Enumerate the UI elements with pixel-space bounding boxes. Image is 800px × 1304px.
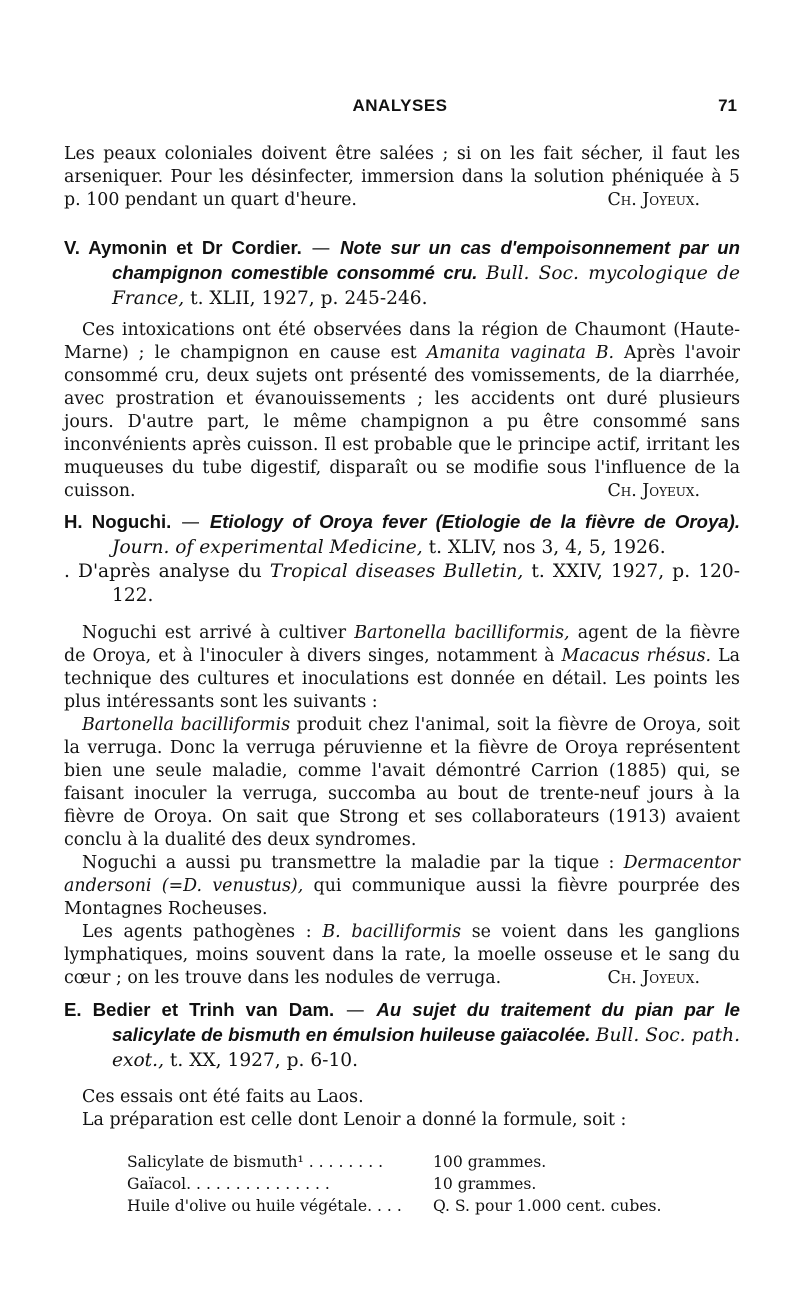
- paragraph: Noguchi a aussi pu transmettre la maladie par la tique : Dermacentor andersoni (=D. venustus), qui communique aussi la fièvre pourprée des Montagnes Rocheuses.: [64, 853, 740, 919]
- entry-heading: E. Bedier et Trinh van Dam. — Au sujet du traitement du pian par le salicylate de bismuth en émulsion huileuse gaïacolée. Bull. Soc. path. exot., t. XX, 1927, p. 6-10.: [64, 999, 740, 1071]
- entry-authors: E. Bedier et Trinh van Dam.: [64, 999, 335, 1020]
- running-title: ANALYSES: [352, 96, 448, 115]
- analysis-entry-bedier: [64, 998, 740, 1073]
- entry-details: t. XX, 1927, p. 6-10.: [163, 1050, 359, 1071]
- formula-row: Huile d'olive ou huile végétale. . . . Q. S. pour 1.000 cent. cubes.: [127, 1197, 662, 1215]
- page-number: 71: [718, 96, 737, 115]
- paragraph: Les agents pathogènes : B. bacilliformis se voient dans les ganglions lymphatiques, moins souvent dans la rate, la moelle osseuse et le sang du cœur ; on les trouve dans les nodules de verruga. Ch. Joyeux.: [64, 922, 740, 988]
- species-name: Dermacentor andersoni (=D. venustus),: [64, 853, 740, 896]
- entry-reference: Bull. Soc. path. exot.,: [112, 1025, 740, 1071]
- entry-title: Au sujet du traitement du pian par le salicylate de bismuth en émulsion huileuse gaïacolée.: [112, 999, 740, 1045]
- author-signature: Ch. Joyeux.: [607, 190, 700, 210]
- entry-heading: V. Aymonin et Dr Cordier. — Note sur un cas d'empoisonnement par un champignon comestible consommé cru. Bull. Soc. mycologique de France, t. XLII, 1927, p. 245-246.: [64, 237, 740, 309]
- paragraph: Ces essais ont été faits au Laos.: [82, 1087, 364, 1107]
- paragraph: Les peaux coloniales doivent être salées ; si on les fait sécher, il faut les arseniquer. Pour les désinfecter, immersion dans la solution phéniquée à 5 p. 100 pendant un quart d'heure. Ch. Joyeux.: [64, 144, 740, 210]
- species-name: B. bacilliformis: [322, 922, 461, 942]
- species-name: Bartonella bacilliformis: [82, 715, 291, 735]
- analysis-entry-noguchi: [64, 510, 740, 608]
- analysis-body-aymonin: [64, 319, 740, 503]
- paragraph: Bartonella bacilliformis produit chez l'animal, soit la fièvre de Oroya, soit la verruga. Donc la verruga péruvienne et la fièvre de Oroya représentent bien une seule maladie, comme l'avait démontré Carrion (1885) qui, se faisant inoculer la verruga, succomba au bout de trente-neuf jours à la fièvre de Oroya. On sait que Strong et ses collaborateurs (1913) avaient conclu à la dualité des deux syndromes.: [64, 715, 740, 850]
- author-signature: Ch. Joyeux.: [607, 968, 700, 988]
- paragraph: Noguchi est arrivé à cultiver Bartonella bacilliformis, agent de la fièvre de Oroya, et à l'inoculer à divers singes, notamment à Macacus rhésus. La technique des cultures et inoculations est donnée en détail. Les points les plus intéressants sont les suivants :: [64, 623, 740, 712]
- running-header: [0, 96, 800, 120]
- entry-authors: V. Aymonin et Dr Cordier.: [64, 237, 302, 258]
- entry-heading: H. Noguchi. — Etiology of Oroya fever (Etiologie de la fièvre de Oroya). Journ. of experimental Medicine, t. XLIV, nos 3, 4, 5, 1926. . D'après analyse du Tropical diseases Bulletin, t. XXIV, 1927, p. 120-122.: [64, 511, 741, 606]
- paragraph: La préparation est celle dont Lenoir a donné la formule, soit :: [82, 1110, 627, 1130]
- analysis-entry-aymonin: [64, 236, 740, 311]
- entry-reference: Bull. Soc. mycologique de France,: [112, 263, 740, 309]
- formula-table: [127, 1151, 662, 1217]
- entry-reference: Journ. of experimental Medicine,: [112, 537, 423, 558]
- entry-title: Etiology of Oroya fever (Etiologie de la fièvre de Oroya).: [209, 511, 740, 532]
- formula-row: Gaïacol. . . . . . . . . . . . . . . 10 grammes.: [127, 1175, 537, 1193]
- species-name: Macacus rhésus.: [561, 646, 712, 666]
- species-name: Bartonella bacilliformis,: [354, 623, 570, 643]
- paragraph: Ces intoxications ont été observées dans la région de Chaumont (Haute-Marne) ; le champignon en cause est Amanita vaginata B. Après l'avoir consommé cru, deux sujets ont présenté des vomissements, de la diarrhée, avec prostration et évanouissements ; les accidents ont duré plusieurs jours. D'autre part, le même champignon a pu être consommé sans inconvénients après cuisson. Il est probable que le principe actif, irritant les muqueuses du tube digestif, disparaît ou se modifie sous l'influence de la cuisson. Ch. Joyeux.: [64, 320, 740, 501]
- analysis-block-peaux: [64, 143, 740, 212]
- author-signature: Ch. Joyeux.: [607, 481, 700, 501]
- entry-authors: H. Noguchi.: [64, 511, 172, 532]
- entry-title: Note sur un cas d'empoisonnement par un champignon comestible consommé cru.: [112, 237, 740, 283]
- entry-details: t. XLIV, nos 3, 4, 5, 1926.: [422, 537, 666, 558]
- entry-secondary-source: . D'après analyse du Tropical diseases Bulletin, t. XXIV, 1927, p. 120-122.: [64, 561, 741, 606]
- formula-row: Salicylate de bismuth¹ . . . . . . . . 100 grammes.: [127, 1153, 547, 1171]
- analysis-body-bedier: [64, 1086, 740, 1132]
- entry-details: t. XLII, 1927, p. 245-246.: [184, 288, 428, 309]
- analysis-body-noguchi: [64, 622, 740, 990]
- species-name: Amanita vaginata B.: [426, 343, 615, 363]
